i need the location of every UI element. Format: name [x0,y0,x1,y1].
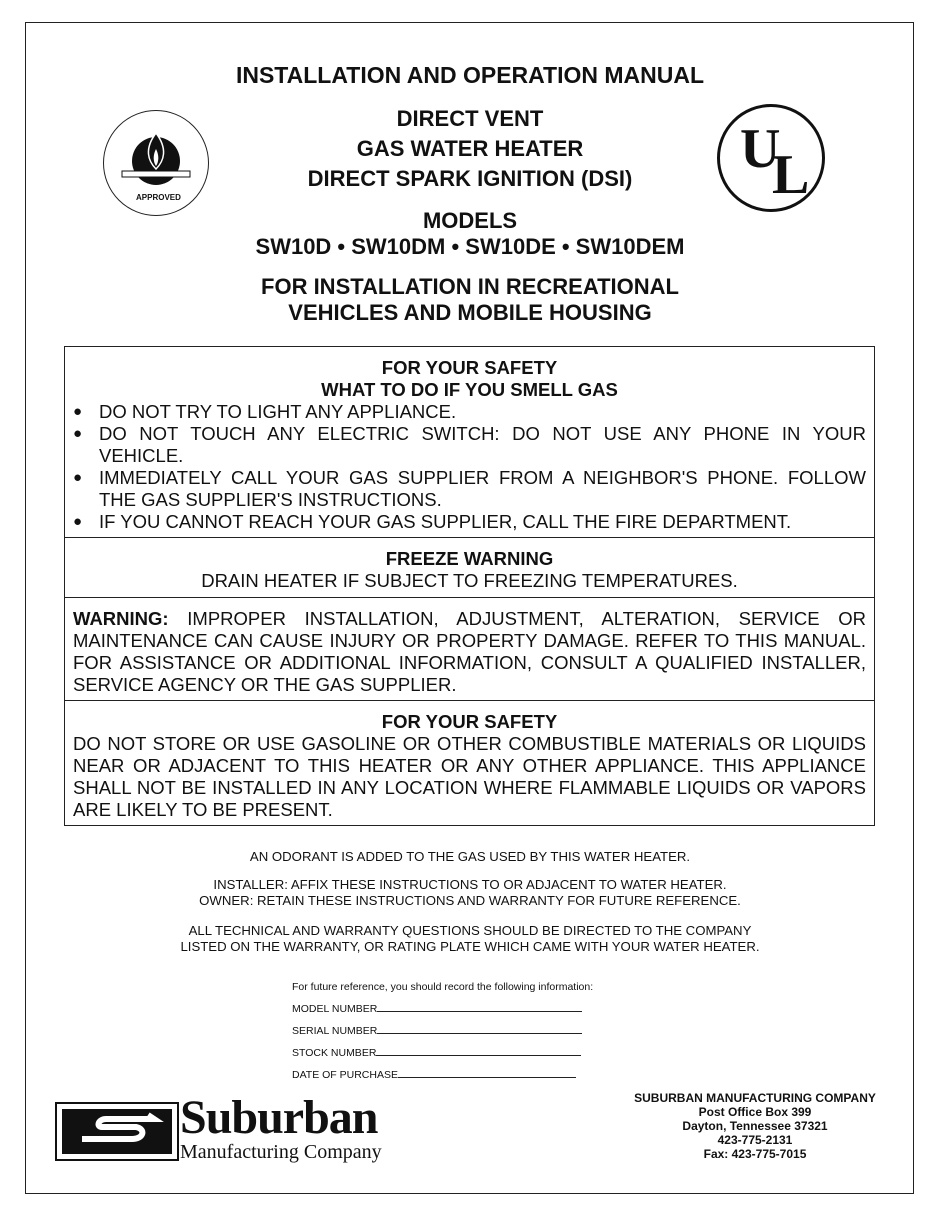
brand-name: Suburban [180,1091,378,1144]
install-for-2: VEHICLES AND MOBILE HOUSING [288,300,652,325]
address-phone: 423-775-2131 [717,1133,793,1147]
cga-approved-logo [103,110,209,216]
models-list: SW10D • SW10DM • SW10DE • SW10DEM [255,234,685,259]
safety-title: FOR YOUR SAFETY [381,357,558,378]
company-address [600,1091,910,1161]
gas-safety-section [64,346,875,537]
smell-gas-title: WHAT TO DO IF YOU SMELL GAS [321,379,618,400]
models-label: MODELS [422,208,518,233]
stock-number-field[interactable] [376,1045,581,1056]
freeze-warning-section [64,537,875,597]
record-form [292,976,593,1086]
warning-text: IMPROPER INSTALLATION, ADJUSTMENT, ALTERATION, SERVICE OR MAINTENANCE CAN CAUSE INJURY OR PROPERTY DAMAGE. REFER TO THIS MANUAL. FOR ASSISTANCE OR ADDITIONAL INFORMATION, CONSULT A QUALIFIED INSTALLER, SERVICE AGENCY OR THE GAS SUPPLIER. [73,608,866,695]
warning-section [64,597,875,700]
safety-title-2: FOR YOUR SAFETY [381,711,558,732]
address-company: SUBURBAN MANUFACTURING COMPANY [634,1091,876,1105]
date-of-purchase-label: DATE OF PURCHASE [292,1069,398,1081]
approved-text: APPROVED [136,193,181,202]
ul-logo: U L [717,104,825,212]
form-intro: For future reference, you should record the following information: [292,981,594,993]
freeze-text: DRAIN HEATER IF SUBJECT TO FREEZING TEMPERATURES. [201,570,738,591]
brand-block [180,1091,382,1163]
brand-subtitle: Manufacturing Company [180,1141,382,1163]
address-po-box: Post Office Box 399 [698,1105,812,1119]
warning-label: WARNING: [73,608,169,629]
suburban-s-logo [55,1102,179,1161]
safety-item: ● DO NOT TRY TO LIGHT ANY APPLIANCE. [99,401,866,423]
subtitle-1: DIRECT VENT [396,106,544,131]
installer-note: INSTALLER: AFFIX THESE INSTRUCTIONS TO OR ADJACENT TO WATER HEATER. [213,877,727,892]
address-city: Dayton, Tennessee 37321 [682,1119,828,1133]
safety-item: ● DO NOT TOUCH ANY ELECTRIC SWITCH: DO NOT USE ANY PHONE IN YOUR VEHICLE. [99,423,866,467]
odorant-note: AN ODORANT IS ADDED TO THE GAS USED BY THIS WATER HEATER. [249,849,691,864]
model-number-field[interactable] [377,1001,582,1012]
owner-note: OWNER: RETAIN THESE INSTRUCTIONS AND WARRANTY FOR FUTURE REFERENCE. [199,893,741,908]
install-for-1: FOR INSTALLATION IN RECREATIONAL [261,274,679,299]
serial-number-label: SERIAL NUMBER [292,1025,378,1037]
freeze-title: FREEZE WARNING [385,548,554,569]
safety-item: ● IMMEDIATELY CALL YOUR GAS SUPPLIER FROM A NEIGHBOR'S PHONE. FOLLOW THE GAS SUPPLIER'S INSTRUCTIONS. [99,467,866,511]
serial-number-field[interactable] [377,1023,582,1034]
subtitle-3: DIRECT SPARK IGNITION (DSI) [307,166,633,191]
date-of-purchase-field[interactable] [398,1067,576,1078]
page-title: INSTALLATION AND OPERATION MANUAL [235,62,705,88]
safety-item: ● IF YOU CANNOT REACH YOUR GAS SUPPLIER, CALL THE FIRE DEPARTMENT. [99,511,866,533]
address-fax: Fax: 423-775-7015 [703,1147,807,1161]
stock-number-label: STOCK NUMBER [292,1047,377,1059]
storage-safety-section [64,700,875,826]
model-number-label: MODEL NUMBER [292,1003,378,1015]
tech-note-1: ALL TECHNICAL AND WARRANTY QUESTIONS SHOULD BE DIRECTED TO THE COMPANY [188,923,752,938]
tech-note-2: LISTED ON THE WARRANTY, OR RATING PLATE WHICH CAME WITH YOUR WATER HEATER. [180,939,760,954]
subtitle-2: GAS WATER HEATER [356,136,584,161]
storage-text: DO NOT STORE OR USE GASOLINE OR OTHER COMBUSTIBLE MATERIALS OR LIQUIDS NEAR OR ADJACENT TO THIS HEATER OR ANY OTHER APPLIANCE. THIS APPLIANCE SHALL NOT BE INSTALLED IN ANY LOCATION WHERE FLAMMABLE LIQUIDS OR VAPORS ARE LIKELY TO BE PRESENT. [73,733,866,820]
